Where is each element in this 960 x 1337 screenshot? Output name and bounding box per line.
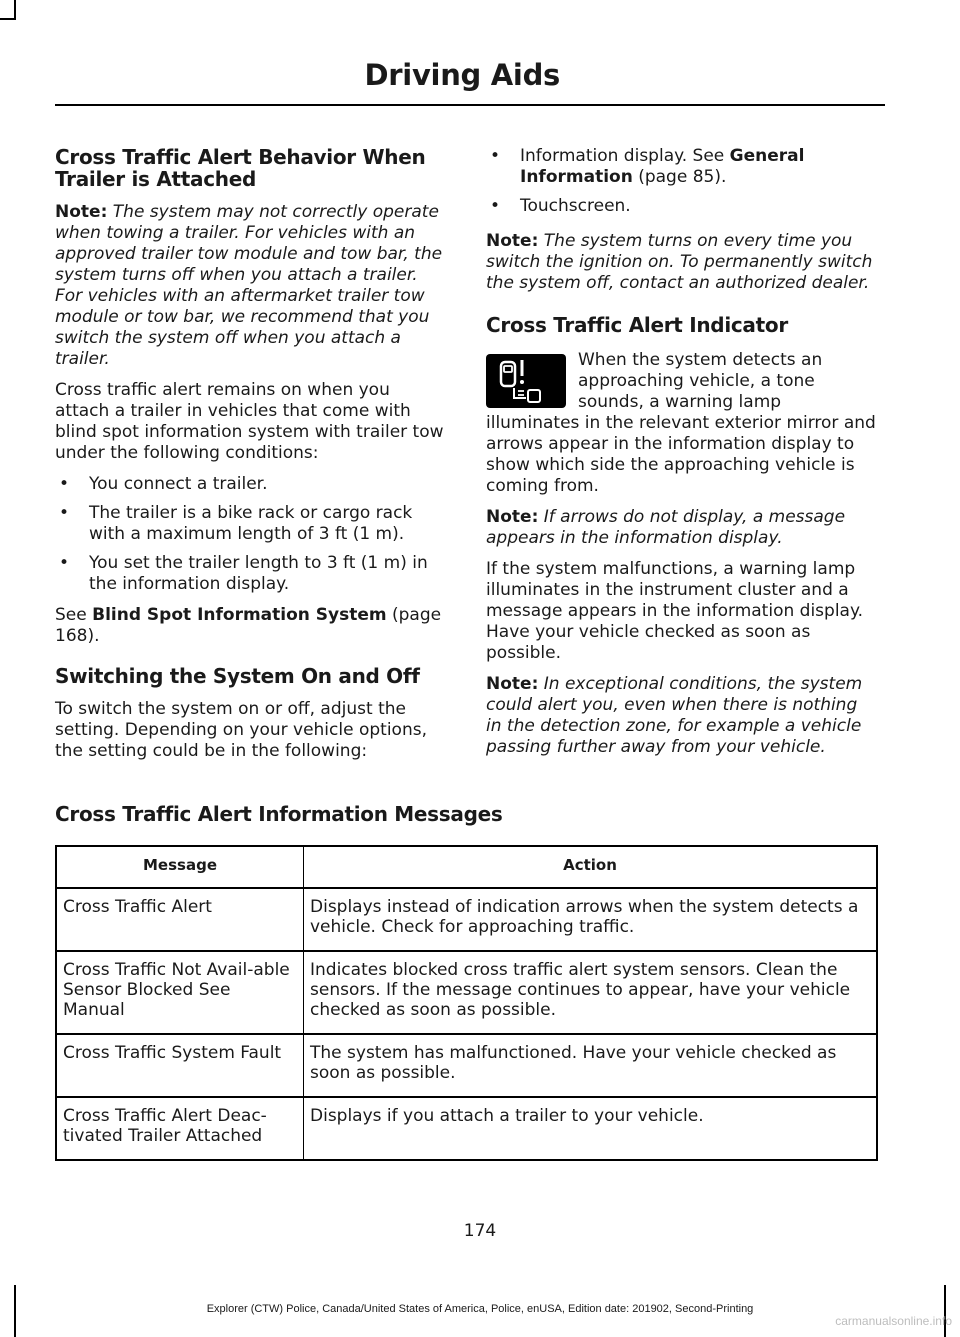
- messages-table: [55, 845, 878, 1161]
- heading-trailer: Cross Traffic Alert Behavior When Trailer is Attached: [55, 145, 426, 191]
- table-row: [56, 1097, 877, 1160]
- note-label: Note:: [55, 202, 108, 222]
- paragraph-switch: To switch the system on or off, adjust the setting. Depending on your vehicle options, the setting could be in the following:: [55, 699, 427, 761]
- note-label: Note:: [486, 674, 539, 694]
- list-item: • The trailer is a bike rack or cargo rack with a maximum length of 3 ft (1 m).: [55, 503, 447, 545]
- message-cell: Cross Traffic Alert: [56, 888, 304, 951]
- note-text: In exceptional conditions, the system could alert you, even when there is nothing in the detection zone, for example a vehicle passing further away from your vehicle.: [486, 674, 863, 757]
- action-cell: Displays if you attach a trailer to your vehicle.: [304, 1097, 878, 1160]
- message-cell: Cross Traffic System Fault: [56, 1034, 304, 1097]
- footer-edition: Explorer (CTW) Police, Canada/United States of America, Police, enUSA, Edition date: 201902, Second-Printing: [206, 1303, 754, 1315]
- note-arrows: [486, 507, 878, 549]
- xref-general-information[interactable]: General Information: [520, 146, 805, 187]
- see-reference: [55, 605, 447, 647]
- watermark: carmanualsonline.info: [835, 1314, 952, 1328]
- action-cell: Indicates blocked cross traffic alert system sensors. Clean the sensors. If the message continues to appear, have your vehicle checked as soon as possible.: [304, 951, 878, 1034]
- crop-mark: [14, 0, 16, 20]
- see-suffix: (page 168).: [55, 605, 442, 646]
- note-trailer: [55, 202, 447, 370]
- note-ignition: [486, 231, 878, 294]
- page-number: 174: [463, 1221, 497, 1241]
- section-title: Driving Aids: [364, 58, 560, 92]
- note-exceptional: [486, 674, 878, 758]
- heading-switch: Switching the System On and Off: [55, 664, 420, 688]
- action-cell: Displays instead of indication arrows when the system detects a vehicle. Check for approaching traffic.: [304, 888, 878, 951]
- action-cell: The system has malfunctioned. Have your vehicle checked as soon as possible.: [304, 1034, 878, 1097]
- paragraph-malfunction: If the system malfunctions, a warning lamp illuminates in the instrument cluster and a message appears in the information display. Have your vehicle checked as soon as possible.: [486, 559, 863, 663]
- paragraph-conditions-intro: Cross traffic alert remains on when you attach a trailer in vehicles that come with blind spot information system with trailer tow under the following conditions:: [55, 380, 444, 463]
- column-header-message: Message: [56, 846, 304, 888]
- bullet-suffix: (page 85).: [632, 167, 727, 187]
- right-column: [486, 146, 878, 768]
- list-item: • You set the trailer length to 3 ft (1 m) in the information display.: [55, 553, 447, 595]
- list-item: • Touchscreen.: [486, 196, 878, 217]
- note-text: The system turns on every time you switch the ignition on. To permanently switch the system off, contact an authorized dealer.: [486, 231, 873, 293]
- crop-mark: [0, 18, 16, 20]
- xref-blind-spot[interactable]: Blind Spot Information System: [92, 605, 387, 625]
- conditions-list: [55, 474, 447, 595]
- cross-traffic-alert-lamp-icon: [486, 354, 566, 408]
- list-item: • You connect a trailer.: [55, 474, 447, 495]
- header-rule: [55, 104, 885, 106]
- heading-messages: Cross Traffic Alert Information Messages: [55, 802, 503, 826]
- table-row: [56, 951, 877, 1034]
- message-cell: Cross Traffic Alert Deac-tivated Trailer Attached: [56, 1097, 304, 1160]
- note-label: Note:: [486, 231, 539, 251]
- see-prefix: See: [55, 605, 93, 625]
- heading-indicator: Cross Traffic Alert Indicator: [486, 313, 788, 337]
- table-row: [56, 1034, 877, 1097]
- left-column: [55, 146, 447, 772]
- column-header-action: Action: [304, 846, 878, 888]
- note-text: The system may not correctly operate when towing a trailer. For vehicles with an approved trailer tow module and tow bar, the system turns off when you attach a trailer. For vehicles with an aftermarket trailer tow module or tow bar, we recommend that you switch the system off when you attach a trailer.: [55, 202, 443, 369]
- note-text: If arrows do not display, a message appears in the information display.: [486, 507, 846, 548]
- list-item: [486, 146, 878, 188]
- note-label: Note:: [486, 507, 539, 527]
- table-row: [56, 888, 877, 951]
- paragraph-indicator: When the system detects an approaching vehicle, a tone sounds, a warning lamp illuminates in the relevant exterior mirror and arrows appear in the information display to show which side the approaching vehicle is coming from.: [486, 350, 876, 496]
- bullet-prefix: Information display. See: [520, 146, 730, 166]
- message-cell: Cross Traffic Not Avail-able Sensor Blocked See Manual: [56, 951, 304, 1034]
- settings-location-list: [486, 146, 878, 217]
- table-header-row: [56, 846, 877, 888]
